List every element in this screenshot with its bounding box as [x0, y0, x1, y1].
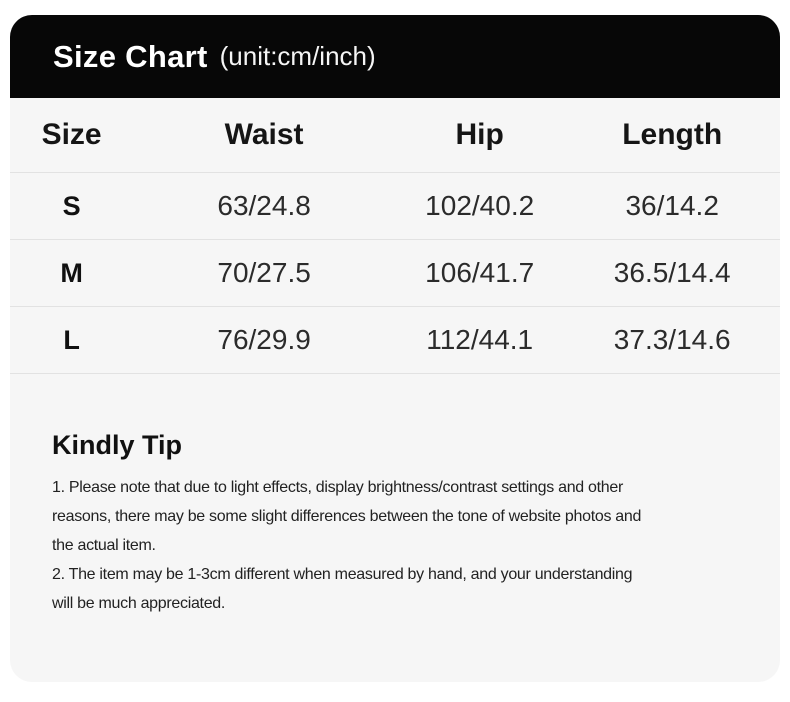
- size-chart-card: [10, 15, 780, 682]
- waist-value-s: 63/24.8: [133, 173, 395, 240]
- hip-value-s: 102/40.2: [395, 173, 564, 240]
- tip-line-2: reasons, there may be some slight differences between the tone of website photos and: [52, 508, 642, 525]
- length-value-m: 36.5/14.4: [564, 240, 780, 307]
- column-header-length: Length: [622, 118, 723, 151]
- kindly-tip-section: [10, 373, 780, 682]
- table-header-row: [10, 98, 780, 173]
- column-header-size: Size: [41, 118, 102, 151]
- hip-value-m: 106/41.7: [395, 240, 564, 307]
- hip-value-l: 112/44.1: [395, 307, 564, 374]
- table-row-m: [10, 240, 780, 307]
- size-label-m: M: [10, 240, 133, 307]
- tip-line-1: 1. Please note that due to light effects, display brightness/contrast settings and other: [52, 479, 624, 496]
- waist-value-l: 76/29.9: [133, 307, 395, 374]
- tip-line-4: 2. The item may be 1-3cm different when measured by hand, and your understanding: [52, 566, 633, 583]
- unit-label: (unit:cm/inch): [219, 41, 376, 71]
- table-row-l: [10, 307, 780, 374]
- size-chart-header: [10, 15, 780, 98]
- length-value-s: 36/14.2: [564, 173, 780, 240]
- waist-value-m: 70/27.5: [133, 240, 395, 307]
- tip-line-5: will be much appreciated.: [52, 595, 226, 612]
- column-header-hip: Hip: [455, 118, 504, 151]
- table-row-s: [10, 173, 780, 240]
- kindly-tip-heading: Kindly Tip: [52, 430, 183, 460]
- length-value-l: 37.3/14.6: [564, 307, 780, 374]
- page-title: Size Chart: [53, 38, 208, 74]
- size-label-s: S: [10, 173, 133, 240]
- size-table: [10, 98, 780, 373]
- size-label-l: L: [10, 307, 133, 374]
- column-header-waist: Waist: [224, 118, 304, 151]
- tip-line-3: the actual item.: [52, 537, 156, 554]
